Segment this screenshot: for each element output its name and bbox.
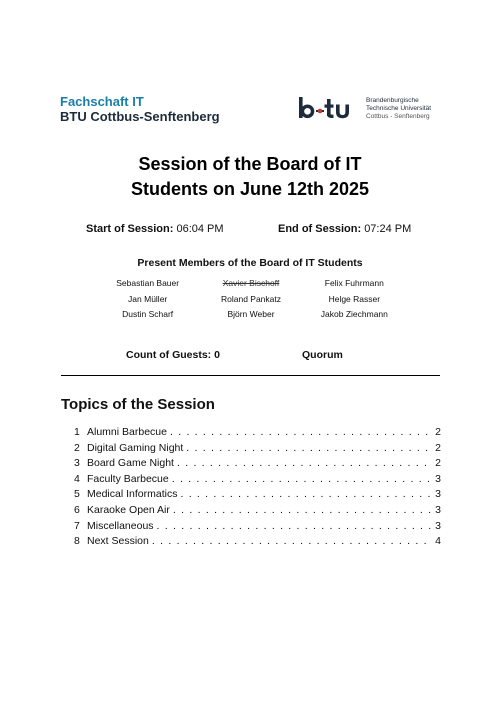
org-name-line1: Fachschaft IT	[60, 94, 144, 109]
toc-entry-number: 4	[74, 472, 80, 485]
toc-leader-dots	[180, 487, 432, 503]
toc-entry-title: Karaoke Open Air	[87, 503, 170, 516]
toc-entry[interactable]	[74, 425, 441, 441]
toc-entry-title: Faculty Barbecue	[87, 472, 169, 485]
toc-entry[interactable]	[74, 487, 441, 503]
toc-entry-page: 2	[435, 441, 441, 454]
document-title	[0, 152, 500, 202]
member-name: Jan Müller	[128, 293, 168, 304]
table-of-contents	[74, 425, 441, 550]
toc-entry-number: 6	[74, 503, 80, 516]
toc-leader-dots	[186, 441, 432, 457]
toc-entry[interactable]	[74, 472, 441, 488]
toc-entry-page: 3	[435, 519, 441, 532]
logo-text	[366, 97, 431, 121]
toc-entry-number: 8	[74, 535, 80, 548]
toc-entry-page: 2	[435, 426, 441, 438]
toc-entry[interactable]	[74, 503, 441, 519]
session-end	[278, 223, 411, 235]
toc-leader-dots	[172, 472, 432, 488]
topics-heading: Topics of the Session	[61, 396, 215, 413]
toc-entry-page: 3	[435, 472, 441, 485]
toc-entry-title: Board Game Night	[87, 457, 174, 470]
start-label: Start of Session:	[86, 223, 174, 235]
member-name: Jakob Ziechmann	[320, 309, 388, 319]
toc-leader-dots	[152, 534, 432, 550]
member-name: Helge Rasser	[328, 293, 381, 304]
toc-entry-page: 4	[435, 535, 441, 548]
toc-entry-title: Digital Gaming Night	[87, 441, 184, 454]
end-label: End of Session:	[278, 223, 362, 235]
toc-entry-title: Next Session	[87, 535, 149, 548]
organization-name	[60, 94, 220, 124]
toc-entry-number: 2	[74, 441, 80, 454]
divider	[61, 375, 440, 376]
toc-entry-title: Medical Informatics	[87, 488, 178, 501]
toc-leader-dots	[177, 456, 432, 472]
member-name: Felix Fuhrmann	[324, 278, 384, 288]
members-grid	[96, 278, 406, 321]
logo-text-line: Brandenburgische	[366, 97, 419, 104]
end-value: 07:24 PM	[364, 223, 412, 235]
toc-entry-number: 1	[74, 426, 80, 438]
org-name-line2: BTU Cottbus-Senftenberg	[60, 109, 220, 124]
toc-entry-page: 2	[435, 457, 441, 470]
toc-entry-title: Alumni Barbecue	[87, 426, 167, 438]
toc-entry-title: Miscellaneous	[87, 519, 154, 532]
toc-entry[interactable]	[74, 456, 441, 472]
btu-logo	[298, 94, 431, 124]
member-name: Roland Pankatz	[220, 293, 281, 304]
toc-leader-dots	[170, 425, 432, 441]
toc-entry-page: 3	[435, 488, 441, 501]
toc-entry-number: 7	[74, 519, 80, 532]
title-line2: Students on June 12th 2025	[130, 179, 370, 199]
logo-text-line: Cottbus - Senftenberg	[366, 113, 430, 120]
toc-entry[interactable]	[74, 441, 441, 457]
toc-entry[interactable]	[74, 519, 441, 535]
toc-leader-dots	[173, 503, 432, 519]
guest-count: Count of Guests: 0	[126, 349, 220, 361]
quorum-label: Quorum	[302, 349, 343, 361]
start-value: 06:04 PM	[176, 223, 224, 235]
toc-entry-page: 3	[435, 503, 441, 516]
member-name: Björn Weber	[227, 309, 275, 319]
member-name: Dustin Scharf	[122, 309, 174, 319]
member-name: Sebastian Bauer	[116, 278, 180, 288]
member-name: Xavier Bischoff	[222, 278, 280, 288]
session-start	[86, 223, 224, 235]
toc-entry[interactable]	[74, 534, 441, 550]
toc-entry-number: 3	[74, 457, 80, 470]
toc-leader-dots	[157, 519, 433, 535]
logo-text-line: Technische Universität	[366, 105, 432, 112]
members-heading: Present Members of the Board of IT Students	[137, 257, 363, 269]
title-line1: Session of the Board of IT	[138, 154, 362, 174]
toc-entry-number: 5	[74, 488, 80, 501]
btu-logo-icon	[298, 94, 360, 124]
